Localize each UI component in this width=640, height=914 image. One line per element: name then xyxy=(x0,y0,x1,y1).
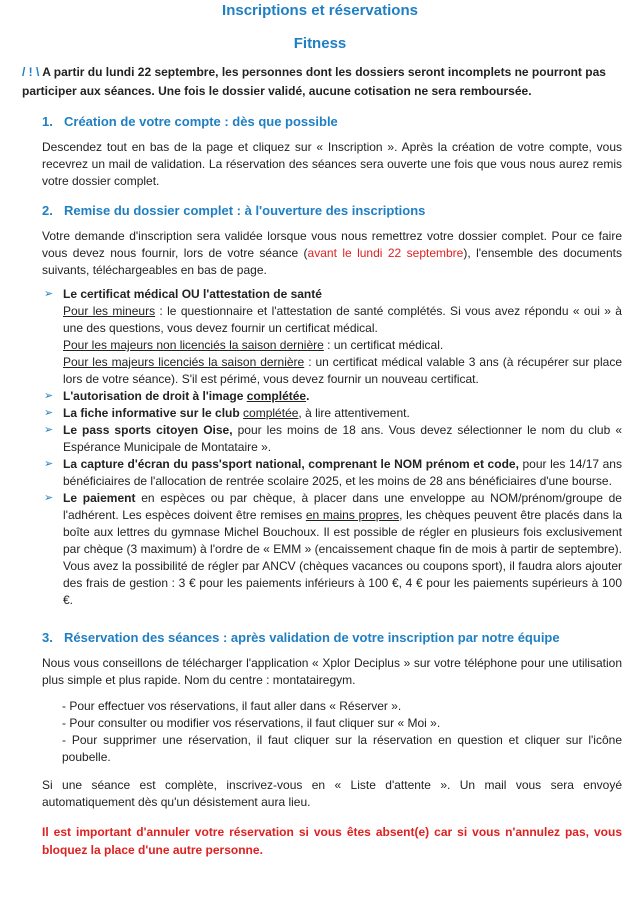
list-item: - Pour effectuer vos réservations, il faut aller dans « Réserver ». xyxy=(62,699,402,713)
section-3-heading: 3. Réservation des séances : après validation de votre inscription par notre équipe xyxy=(42,630,560,645)
warning-notice xyxy=(22,63,626,101)
section-1-heading: 1. Création de votre compte : dès que possible xyxy=(42,114,338,129)
arrow-bullet-icon: ➢ xyxy=(44,288,54,300)
list-item: ➢ Le pass sports citoyen Oise, pour les moins de 18 ans. Vous devez sélectionner le nom du club « Espérance Municipale de Montataire ». xyxy=(44,423,622,454)
list-item: - Pour supprimer une réservation, il faut cliquer sur la réservation en question et cliquer sur l'icône poubelle. xyxy=(62,733,622,764)
instructions-list xyxy=(62,698,622,766)
warning-text: A partir du lundi 22 septembre, les personnes dont les dossiers seront incomplets ne pourront pas participer aux séances. Une fois le dossier validé, aucune cotisation ne sera remboursée. xyxy=(22,65,606,98)
arrow-bullet-icon: ➢ xyxy=(44,424,54,436)
arrow-bullet-icon: ➢ xyxy=(44,492,54,504)
waitlist-text: Si une séance est complète, inscrivez-vous en « Liste d'attente ». Un mail vous sera envoyé automatiquement dès qu'un désistement aura lieu. xyxy=(42,778,622,809)
section-3-body: Nous vous conseillons de télécharger l'application « Xplor Deciplus » sur votre téléphone pour une utilisation plus simple et plus rapide. Nom du centre : montatairegym. xyxy=(42,656,622,687)
list-item: ➢ La fiche informative sur le club complétée, à lire attentivement. xyxy=(44,406,410,420)
page-subtitle: Fitness xyxy=(293,35,347,52)
deadline-highlight: avant le lundi 22 septembre xyxy=(307,246,464,260)
list-item: - Pour consulter ou modifier vos réservations, il faut cliquer sur « Moi ». xyxy=(62,716,441,730)
section-2-heading: 2. Remise du dossier complet : à l'ouverture des inscriptions xyxy=(42,203,426,218)
arrow-bullet-icon: ➢ xyxy=(44,407,54,419)
arrow-bullet-icon: ➢ xyxy=(44,458,54,470)
list-item: ➢ Le paiement en espèces ou par chèque, à placer dans une enveloppe au NOM/prénom/groupe de l'adhérent. Les espèces doivent être remises en mains propres, les chèques peuvent être placés dans la boîte aux lettres du gymnase Michel Bouchoux. Il est possible de régler en plusieurs fois exclusivement par chèque (3 maximum) à l'ordre de « EMM » (encaissement chaque fin de mois à partir de septembre). Vous avez la possibilité de régler par ANCV (chèques vacances ou coupons sport), il faudra alors ajouter des frais de gestion : 3 € pour les paiements inférieurs à 100 €, 4 € pour les paiements supérieurs à 100 €. xyxy=(44,491,622,607)
documents-list xyxy=(44,286,622,609)
list-item: ➢ La capture d'écran du pass'sport national, comprenant le NOM prénom et code, pour les 14/17 ans bénéficiaires de l'allocation de rentrée scolaire 2025, et les moins de 28 ans bénéficiaires d'une bourse. xyxy=(44,457,622,488)
list-item: ➢ L'autorisation de droit à l'image complétée. xyxy=(44,389,310,403)
section-2-intro: Votre demande d'inscription sera validée lorsque vous nous remettrez votre dossier complet. Pour ce faire vous devez nous fournir, lors de votre séance (avant le lundi 22 septembre), l'ensemble des documents suivants, téléchargeables en bas de page. xyxy=(42,229,622,277)
important-notice: Il est important d'annuler votre réservation si vous êtes absent(e) car si vous n'annulez pas, vous bloquez la place d'une autre personne. xyxy=(42,825,622,857)
arrow-bullet-icon: ➢ xyxy=(44,390,54,402)
warning-icon: / ! \ xyxy=(22,65,40,79)
page-title: Inscriptions et réservations xyxy=(222,2,418,19)
section-1-body: Descendez tout en bas de la page et cliquez sur « Inscription ». Après la création de votre compte, vous recevrez un mail de validation. La réservation des séances sera ouverte une fois que vous nous aurez remis votre dossier complet. xyxy=(42,140,622,188)
list-item: ➢ Le certificat médical OU l'attestation de santé Pour les mineurs : le questionnaire et l'attestation de santé complétés. Si vous avez répondu « oui » à une des questions, vous devez fournir un certificat médical. Pour les majeurs non licenciés la saison dernière : un certificat médical. Pour les majeurs licenciés la saison dernière : un certificat médical valable 3 ans (à récupérer sur place lors de votre séance). S'il est périmé, vous devez fournir un nouveau certificat. xyxy=(44,287,622,386)
